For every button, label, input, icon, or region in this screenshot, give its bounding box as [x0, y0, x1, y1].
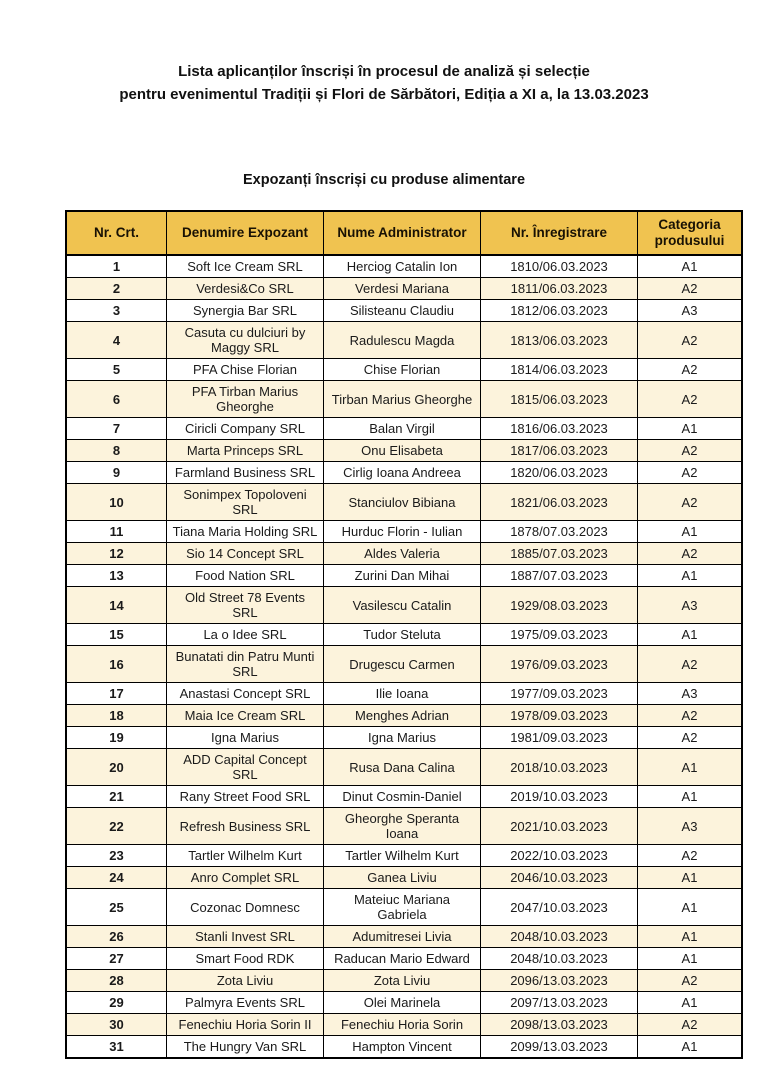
- cell-nr-inregistrare: 2019/10.03.2023: [481, 786, 638, 808]
- cell-nr-inregistrare: 2021/10.03.2023: [481, 808, 638, 845]
- table-row: [66, 587, 742, 624]
- table-row: [66, 845, 742, 867]
- cell-nr-crt: 12: [66, 543, 167, 565]
- cell-denumire-expozant: Igna Marius: [167, 727, 324, 749]
- title-line-2: pentru evenimentul Tradiții și Flori de Sărbători, Ediția a XI a, la 13.03.2023: [119, 86, 649, 103]
- cell-denumire-expozant: Food Nation SRL: [167, 565, 324, 587]
- cell-nume-administrator: Onu Elisabeta: [324, 440, 481, 462]
- cell-denumire-expozant: Synergia Bar SRL: [167, 300, 324, 322]
- cell-denumire-expozant: Farmland Business SRL: [167, 462, 324, 484]
- table-row: [66, 381, 742, 418]
- cell-nume-administrator: Vasilescu Catalin: [324, 587, 481, 624]
- cell-denumire-expozant: PFA Tirban Marius Gheorghe: [167, 381, 324, 418]
- cell-denumire-expozant: Casuta cu dulciuri by Maggy SRL: [167, 322, 324, 359]
- cell-nr-inregistrare: 1885/07.03.2023: [481, 543, 638, 565]
- cell-denumire-expozant: Soft Ice Cream SRL: [167, 255, 324, 278]
- cell-categoria-produsului: A2: [638, 462, 743, 484]
- cell-nr-inregistrare: 1978/09.03.2023: [481, 705, 638, 727]
- cell-denumire-expozant: Tiana Maria Holding SRL: [167, 521, 324, 543]
- cell-nr-crt: 26: [66, 926, 167, 948]
- cell-nume-administrator: Raducan Mario Edward: [324, 948, 481, 970]
- cell-denumire-expozant: Zota Liviu: [167, 970, 324, 992]
- cell-denumire-expozant: Smart Food RDK: [167, 948, 324, 970]
- table-row: [66, 521, 742, 543]
- cell-denumire-expozant: Refresh Business SRL: [167, 808, 324, 845]
- table-row: [66, 322, 742, 359]
- cell-nr-crt: 20: [66, 749, 167, 786]
- table-row: [66, 727, 742, 749]
- cell-nr-inregistrare: 2098/13.03.2023: [481, 1014, 638, 1036]
- cell-nume-administrator: Menghes Adrian: [324, 705, 481, 727]
- cell-nume-administrator: Olei Marinela: [324, 992, 481, 1014]
- table-row: [66, 543, 742, 565]
- cell-nume-administrator: Ilie Ioana: [324, 683, 481, 705]
- cell-categoria-produsului: A1: [638, 926, 743, 948]
- column-header-nr-crt: Nr. Crt.: [66, 211, 167, 255]
- cell-categoria-produsului: A1: [638, 889, 743, 926]
- table-row: [66, 786, 742, 808]
- table-header-row: [66, 211, 742, 255]
- cell-categoria-produsului: A1: [638, 867, 743, 889]
- cell-categoria-produsului: A2: [638, 727, 743, 749]
- table-row: [66, 705, 742, 727]
- cell-nr-inregistrare: 2048/10.03.2023: [481, 948, 638, 970]
- cell-nume-administrator: Balan Virgil: [324, 418, 481, 440]
- cell-nr-crt: 14: [66, 587, 167, 624]
- cell-nr-crt: 15: [66, 624, 167, 646]
- table-row: [66, 970, 742, 992]
- cell-categoria-produsului: A1: [638, 786, 743, 808]
- cell-categoria-produsului: A2: [638, 381, 743, 418]
- cell-nr-crt: 10: [66, 484, 167, 521]
- cell-categoria-produsului: A3: [638, 683, 743, 705]
- cell-nr-crt: 21: [66, 786, 167, 808]
- cell-nr-crt: 23: [66, 845, 167, 867]
- cell-nr-inregistrare: 1812/06.03.2023: [481, 300, 638, 322]
- table-row: [66, 565, 742, 587]
- cell-nume-administrator: Silisteanu Claudiu: [324, 300, 481, 322]
- cell-nr-inregistrare: 1821/06.03.2023: [481, 484, 638, 521]
- table-row: [66, 278, 742, 300]
- cell-denumire-expozant: Rany Street Food SRL: [167, 786, 324, 808]
- cell-nume-administrator: Igna Marius: [324, 727, 481, 749]
- column-header-denumire-expozant: Denumire Expozant: [167, 211, 324, 255]
- cell-categoria-produsului: A1: [638, 521, 743, 543]
- cell-nr-crt: 30: [66, 1014, 167, 1036]
- cell-categoria-produsului: A1: [638, 418, 743, 440]
- cell-categoria-produsului: A1: [638, 255, 743, 278]
- table-row: [66, 1036, 742, 1059]
- cell-nume-administrator: Aldes Valeria: [324, 543, 481, 565]
- cell-nume-administrator: Gheorghe Speranta Ioana: [324, 808, 481, 845]
- cell-nr-inregistrare: 1813/06.03.2023: [481, 322, 638, 359]
- table-row: [66, 418, 742, 440]
- cell-nume-administrator: Tartler Wilhelm Kurt: [324, 845, 481, 867]
- table-row: [66, 440, 742, 462]
- cell-nr-crt: 29: [66, 992, 167, 1014]
- cell-nr-crt: 1: [66, 255, 167, 278]
- cell-nr-inregistrare: 1820/06.03.2023: [481, 462, 638, 484]
- cell-nr-crt: 4: [66, 322, 167, 359]
- cell-categoria-produsului: A2: [638, 1014, 743, 1036]
- cell-nr-inregistrare: 1810/06.03.2023: [481, 255, 638, 278]
- cell-nr-crt: 5: [66, 359, 167, 381]
- cell-nr-inregistrare: 2096/13.03.2023: [481, 970, 638, 992]
- cell-denumire-expozant: Anastasi Concept SRL: [167, 683, 324, 705]
- cell-denumire-expozant: Palmyra Events SRL: [167, 992, 324, 1014]
- cell-nr-crt: 2: [66, 278, 167, 300]
- cell-nr-inregistrare: 2097/13.03.2023: [481, 992, 638, 1014]
- cell-nr-inregistrare: 2018/10.03.2023: [481, 749, 638, 786]
- cell-nr-inregistrare: 1975/09.03.2023: [481, 624, 638, 646]
- cell-nr-crt: 8: [66, 440, 167, 462]
- table-row: [66, 255, 742, 278]
- cell-denumire-expozant: Marta Princeps SRL: [167, 440, 324, 462]
- cell-nr-crt: 19: [66, 727, 167, 749]
- cell-nume-administrator: Tirban Marius Gheorghe: [324, 381, 481, 418]
- cell-nr-inregistrare: 1887/07.03.2023: [481, 565, 638, 587]
- cell-nume-administrator: Verdesi Mariana: [324, 278, 481, 300]
- cell-denumire-expozant: Maia Ice Cream SRL: [167, 705, 324, 727]
- cell-categoria-produsului: A1: [638, 948, 743, 970]
- cell-denumire-expozant: Sio 14 Concept SRL: [167, 543, 324, 565]
- cell-nr-crt: 24: [66, 867, 167, 889]
- cell-denumire-expozant: The Hungry Van SRL: [167, 1036, 324, 1059]
- cell-categoria-produsului: A2: [638, 705, 743, 727]
- cell-nr-crt: 22: [66, 808, 167, 845]
- cell-categoria-produsului: A1: [638, 749, 743, 786]
- cell-nr-inregistrare: 2047/10.03.2023: [481, 889, 638, 926]
- cell-nume-administrator: Zurini Dan Mihai: [324, 565, 481, 587]
- table-row: [66, 683, 742, 705]
- cell-nume-administrator: Hampton Vincent: [324, 1036, 481, 1059]
- cell-nr-inregistrare: 1814/06.03.2023: [481, 359, 638, 381]
- cell-nr-crt: 31: [66, 1036, 167, 1059]
- title-line-1: Lista aplicanților înscriși în procesul de analiză și selecție: [178, 63, 590, 80]
- cell-denumire-expozant: Ciricli Company SRL: [167, 418, 324, 440]
- cell-nr-inregistrare: 2046/10.03.2023: [481, 867, 638, 889]
- cell-denumire-expozant: Fenechiu Horia Sorin II: [167, 1014, 324, 1036]
- table-row: [66, 646, 742, 683]
- cell-denumire-expozant: Bunatati din Patru Munti SRL: [167, 646, 324, 683]
- cell-nr-inregistrare: 2048/10.03.2023: [481, 926, 638, 948]
- cell-nr-inregistrare: 1817/06.03.2023: [481, 440, 638, 462]
- cell-nr-crt: 6: [66, 381, 167, 418]
- cell-nume-administrator: Drugescu Carmen: [324, 646, 481, 683]
- cell-nr-inregistrare: 1878/07.03.2023: [481, 521, 638, 543]
- cell-nr-inregistrare: 1977/09.03.2023: [481, 683, 638, 705]
- cell-denumire-expozant: Tartler Wilhelm Kurt: [167, 845, 324, 867]
- cell-nr-inregistrare: 1816/06.03.2023: [481, 418, 638, 440]
- table-header: [66, 211, 742, 255]
- table-row: [66, 808, 742, 845]
- cell-nr-inregistrare: 2099/13.03.2023: [481, 1036, 638, 1059]
- cell-denumire-expozant: Anro Complet SRL: [167, 867, 324, 889]
- cell-categoria-produsului: A2: [638, 484, 743, 521]
- table-row: [66, 867, 742, 889]
- cell-nr-crt: 25: [66, 889, 167, 926]
- cell-categoria-produsului: A1: [638, 624, 743, 646]
- cell-denumire-expozant: La o Idee SRL: [167, 624, 324, 646]
- table-row: [66, 948, 742, 970]
- cell-nr-crt: 27: [66, 948, 167, 970]
- cell-nr-crt: 18: [66, 705, 167, 727]
- cell-categoria-produsului: A2: [638, 322, 743, 359]
- table-row: [66, 462, 742, 484]
- cell-nr-crt: 16: [66, 646, 167, 683]
- cell-categoria-produsului: A2: [638, 440, 743, 462]
- cell-categoria-produsului: A2: [638, 646, 743, 683]
- cell-categoria-produsului: A2: [638, 845, 743, 867]
- cell-nume-administrator: Chise Florian: [324, 359, 481, 381]
- cell-denumire-expozant: Stanli Invest SRL: [167, 926, 324, 948]
- cell-nume-administrator: Adumitresei Livia: [324, 926, 481, 948]
- cell-nume-administrator: Zota Liviu: [324, 970, 481, 992]
- cell-denumire-expozant: ADD Capital Concept SRL: [167, 749, 324, 786]
- cell-nume-administrator: Dinut Cosmin-Daniel: [324, 786, 481, 808]
- column-header-categoria-produsului: Categoria produsului: [638, 211, 743, 255]
- cell-nume-administrator: Stanciulov Bibiana: [324, 484, 481, 521]
- section-title: Expozanți înscriși cu produse alimentare: [242, 172, 526, 188]
- cell-categoria-produsului: A3: [638, 808, 743, 845]
- cell-denumire-expozant: Sonimpex Topoloveni SRL: [167, 484, 324, 521]
- cell-nume-administrator: Ganea Liviu: [324, 867, 481, 889]
- cell-nr-inregistrare: 1929/08.03.2023: [481, 587, 638, 624]
- cell-denumire-expozant: Cozonac Domnesc: [167, 889, 324, 926]
- cell-categoria-produsului: A2: [638, 970, 743, 992]
- table-row: [66, 749, 742, 786]
- cell-nr-crt: 11: [66, 521, 167, 543]
- table-body: [66, 255, 742, 1058]
- cell-categoria-produsului: A1: [638, 565, 743, 587]
- table-row: [66, 624, 742, 646]
- cell-nr-inregistrare: 1815/06.03.2023: [481, 381, 638, 418]
- cell-denumire-expozant: Old Street 78 Events SRL: [167, 587, 324, 624]
- column-header-nume-administrator: Nume Administrator: [324, 211, 481, 255]
- table-row: [66, 926, 742, 948]
- cell-nr-crt: 9: [66, 462, 167, 484]
- column-header-nr-inregistrare: Nr. Înregistrare: [481, 211, 638, 255]
- cell-nr-crt: 17: [66, 683, 167, 705]
- cell-categoria-produsului: A2: [638, 543, 743, 565]
- table-row: [66, 1014, 742, 1036]
- table-row: [66, 484, 742, 521]
- cell-nr-inregistrare: 1811/06.03.2023: [481, 278, 638, 300]
- cell-nr-crt: 3: [66, 300, 167, 322]
- table-row: [66, 300, 742, 322]
- cell-nr-crt: 13: [66, 565, 167, 587]
- cell-nume-administrator: Fenechiu Horia Sorin: [324, 1014, 481, 1036]
- cell-nume-administrator: Hurduc Florin - Iulian: [324, 521, 481, 543]
- table-row: [66, 359, 742, 381]
- cell-nume-administrator: Mateiuc Mariana Gabriela: [324, 889, 481, 926]
- document-title: [0, 0, 768, 106]
- cell-nume-administrator: Radulescu Magda: [324, 322, 481, 359]
- cell-nr-crt: 28: [66, 970, 167, 992]
- table-row: [66, 889, 742, 926]
- cell-categoria-produsului: A3: [638, 300, 743, 322]
- cell-nr-crt: 7: [66, 418, 167, 440]
- cell-categoria-produsului: A3: [638, 587, 743, 624]
- cell-categoria-produsului: A2: [638, 359, 743, 381]
- cell-nr-inregistrare: 2022/10.03.2023: [481, 845, 638, 867]
- table-row: [66, 992, 742, 1014]
- cell-nr-inregistrare: 1976/09.03.2023: [481, 646, 638, 683]
- cell-categoria-produsului: A1: [638, 1036, 743, 1059]
- cell-categoria-produsului: A2: [638, 278, 743, 300]
- cell-denumire-expozant: Verdesi&Co SRL: [167, 278, 324, 300]
- cell-denumire-expozant: PFA Chise Florian: [167, 359, 324, 381]
- cell-nr-inregistrare: 1981/09.03.2023: [481, 727, 638, 749]
- cell-nume-administrator: Cirlig Ioana Andreea: [324, 462, 481, 484]
- cell-categoria-produsului: A1: [638, 992, 743, 1014]
- cell-nume-administrator: Rusa Dana Calina: [324, 749, 481, 786]
- cell-nume-administrator: Herciog Catalin Ion: [324, 255, 481, 278]
- cell-nume-administrator: Tudor Steluta: [324, 624, 481, 646]
- exhibitors-table: [65, 210, 743, 1059]
